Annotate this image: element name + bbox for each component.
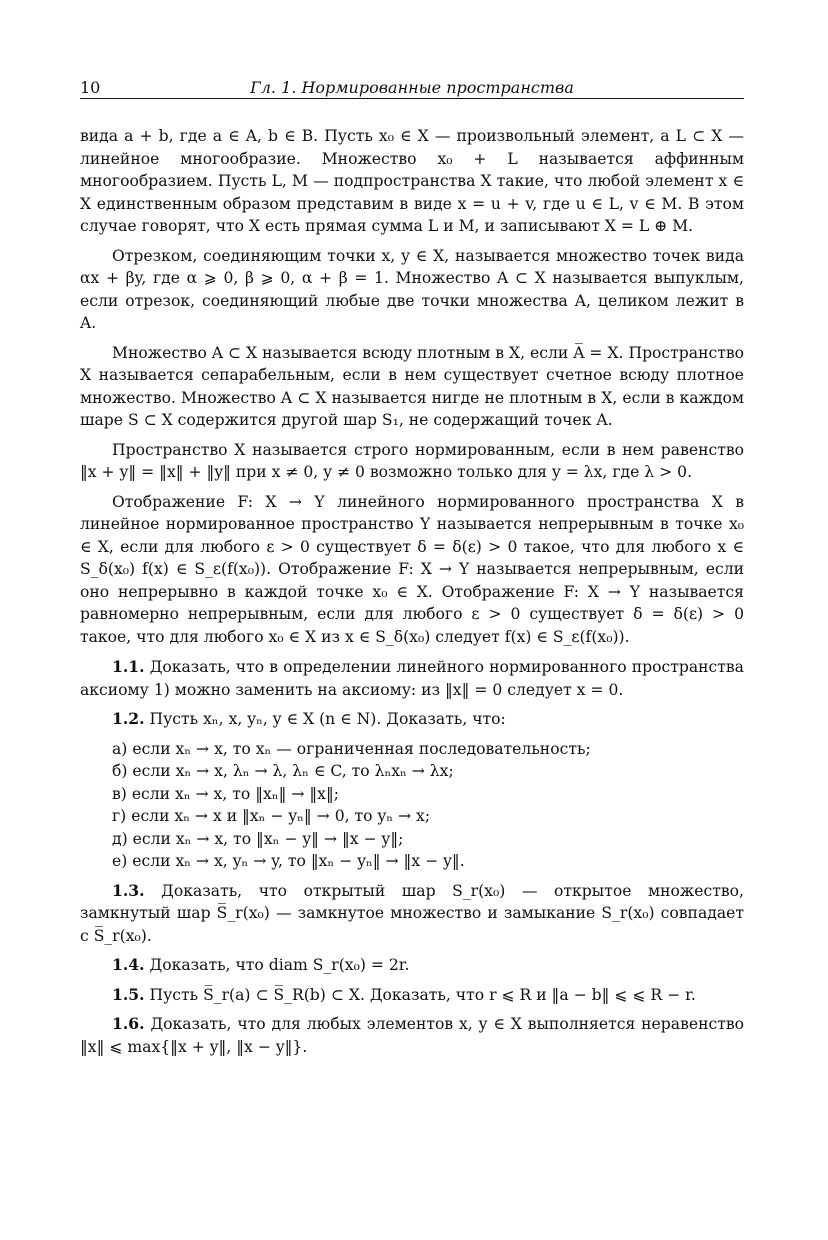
- problem-1-2-items: [80, 738, 744, 873]
- problem-text: Доказать, что для любых элементов x, y ∈ X выполняется неравенство ‖x‖ ⩽ max{‖x + y‖, ‖x − y‖}.: [80, 1015, 744, 1056]
- paragraph: Отображение F: X → Y линейного нормированного пространства X в линейное нормированное пространство Y называется непрерывным в точке x₀ ∈ X, если для любого ε > 0 существует δ = δ(ε) > 0 такое, что для любого x ∈ S_δ(x₀) f(x) ∈ S_ε(f(x₀)). Отображение F: X → Y называется непрерывным, если оно непрерывно в каждой точке x₀ ∈ X. Отображение F: X → Y называется равномерно непрерывным, если для любого ε > 0 существует δ = δ(ε) > 0 такое, что для любого x₀ ∈ X из x ∈ S_δ(x₀) следует f(x) ∈ S_ε(f(x₀)).: [80, 492, 744, 646]
- paragraph: Отрезком, соединяющим точки x, y ∈ X, называется множество точек вида αx + βy, где α ⩾ 0, β ⩾ 0, α + β = 1. Множество A ⊂ X называется выпуклым, если отрезок, соединяющий любые две точки множества A, целиком лежит в A.: [80, 246, 744, 332]
- list-item: б) если xₙ → x, λₙ → λ, λₙ ∈ C, то λₙxₙ → λx;: [112, 762, 454, 780]
- problem-1-1: [80, 656, 744, 701]
- page-number: 10: [80, 78, 101, 97]
- list-item: а) если xₙ → x, то xₙ — ограниченная последовательность;: [112, 739, 591, 758]
- problem-text: Доказать, что в определении линейного нормированного пространства аксиому 1) можно заменить на аксиому: из ‖x‖ = 0 следует x = 0.: [80, 658, 744, 699]
- problem-number: 1.3.: [112, 880, 145, 900]
- list-item: д) если xₙ → x, то ‖xₙ − y‖ → ‖x − y‖;: [112, 829, 404, 848]
- problem-1-4: [80, 954, 744, 977]
- problem-text: Пусть S̅_r(a) ⊂ S̅_R(b) ⊂ X. Доказать, что r ⩽ R и ‖a − b‖ ⩽ ⩽ R − r.: [149, 985, 696, 1004]
- page-body: [80, 125, 744, 1058]
- problem-1-2: [80, 708, 744, 731]
- problem-1-3: [80, 880, 744, 948]
- paragraph: Множество A ⊂ X называется всюду плотным в X, если A̅ = X. Пространство X называется сепарабельным, если в нем существует счетное всюду плотное множество. Множество A ⊂ X называется нигде не плотным в X, если в каждом шаре S ⊂ X содержится другой шар S₁, не содержащий точек A.: [80, 343, 744, 429]
- problem-number: 1.1.: [112, 657, 145, 676]
- paragraph: вида a + b, где a ∈ A, b ∈ B. Пусть x₀ ∈ X — произвольный элемент, а L ⊂ X — линейное многообразие. Множество x₀ + L называется аффинным многообразием. Пусть L, M — подпространства X такие, что любой элемент x ∈ X единственным образом представим в виде x = u + v, где u ∈ L, v ∈ M. В этом случае говорят, что X есть прямая сумма L и M, и записывают X = L ⊕ M.: [80, 127, 744, 235]
- list-item: в) если xₙ → x, то ‖xₙ‖ → ‖x‖;: [112, 784, 339, 803]
- list-item: е) если xₙ → x, yₙ → y, то ‖xₙ − yₙ‖ → ‖x − y‖.: [112, 852, 465, 870]
- problem-text: Пусть xₙ, x, yₙ, y ∈ X (n ∈ N). Доказать, что:: [149, 710, 506, 728]
- paragraph: Пространство X называется строго нормированным, если в нем равенство ‖x + y‖ = ‖x‖ + ‖y‖ при x ≠ 0, y ≠ 0 возможно только для y = λx, где λ > 0.: [80, 440, 744, 481]
- problem-number: 1.4.: [112, 955, 145, 974]
- problem-text: Доказать, что diam S_r(x₀) = 2r.: [149, 956, 410, 974]
- running-title: Гл. 1. Нормированные пространства: [250, 78, 574, 97]
- problem-number: 1.6.: [112, 1014, 145, 1033]
- problem-number: 1.5.: [112, 984, 145, 1004]
- problem-text: Доказать, что открытый шар S_r(x₀) — открытое множество, замкнутый шар S̅_r(x₀) — замкнутое множество и замыкание S_r(x₀) совпадает с S̅_r(x₀).: [80, 881, 744, 945]
- problem-1-6: [80, 1013, 744, 1058]
- problem-1-5: [80, 984, 744, 1007]
- list-item: г) если xₙ → x и ‖xₙ − yₙ‖ → 0, то yₙ → x;: [112, 807, 431, 825]
- page-header: [80, 76, 744, 99]
- problem-number: 1.2.: [112, 709, 145, 728]
- page: [80, 76, 744, 1065]
